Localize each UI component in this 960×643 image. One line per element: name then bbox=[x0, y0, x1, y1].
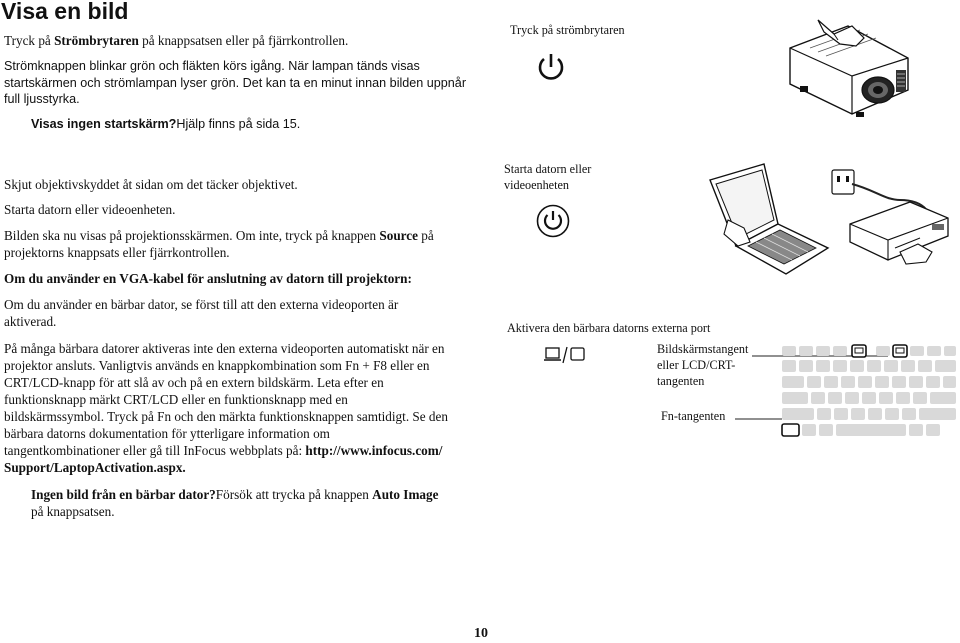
label-fn-key: Fn-tangenten bbox=[661, 409, 726, 423]
support-url-2[interactable]: Support/LaptopActivation.aspx. bbox=[4, 460, 186, 475]
section3-p3: Ingen bild från en bärbar dator?Försök att trycka på knappen Auto Image på knappsatsen. bbox=[31, 487, 439, 519]
support-url-1[interactable]: http://www.infocus.com/ bbox=[305, 443, 443, 458]
page-number: 10 bbox=[474, 626, 488, 641]
caption-activate-port: Aktivera den bärbara datorns externa port bbox=[507, 321, 711, 335]
page-title: Visa en bild bbox=[1, 0, 129, 24]
section3-p1: Om du använder en bärbar dator, se först till att den externa videoporten är aktiverad. bbox=[4, 297, 399, 329]
caption-power: Tryck på strömbrytaren bbox=[510, 23, 625, 37]
label-monitor-key: Bildskärmstangent eller LCD/CRT- tangenten bbox=[657, 342, 749, 388]
keyboard-illustration bbox=[780, 342, 956, 452]
section1-p3: Visas ingen startskärm?Hjälp finns på sida 15. bbox=[31, 117, 301, 131]
caption-start-device: Starta datorn eller videoenheten bbox=[504, 162, 592, 192]
section2-p1: Skjut objektivskyddet åt sidan om det täcker objektivet. bbox=[4, 177, 298, 192]
section2-p2: Starta datorn eller videoenheten. bbox=[4, 202, 176, 217]
section1-p1: Tryck på Strömbrytaren på knappsatsen eller på fjärrkontrollen. bbox=[4, 33, 349, 48]
section2-p3: Bilden ska nu visas på projektionsskärmen. Om inte, tryck på knappen Source på projektorns knappsats eller fjärrkontrollen. bbox=[4, 228, 434, 260]
section3-p2: På många bärbara datorer aktiveras inte den externa videoporten automatiskt när en projektor ansluts. Vanligtvis används en knappkombination som Fn + F8 eller en CRT/LCD-knapp för att slå av och på en extern bildskärm. Leta efter en funktionsknapp märkt CRT/LCD eller en funktionsknapp med en bildskärmssymbol. Tryck på Fn och den märkta funktionsknappen samtidigt. Se den bärbara datorns dokumentation för ytterligare information om tangentkombinationer eller gå till InFocus webbplats på: http://www.infocus.com/ Support/LaptopActivation.aspx. bbox=[4, 341, 448, 475]
section1-p2: Strömknappen blinkar grön och fläkten körs igång. När lampan tänds visas startskärmen och strömlampan lyser grön. Det kan ta en minut innan bilden uppnår full ljusstyrka. bbox=[4, 59, 467, 106]
section3-heading: Om du använder en VGA-kabel för anslutning av datorn till projektorn: bbox=[4, 271, 412, 286]
